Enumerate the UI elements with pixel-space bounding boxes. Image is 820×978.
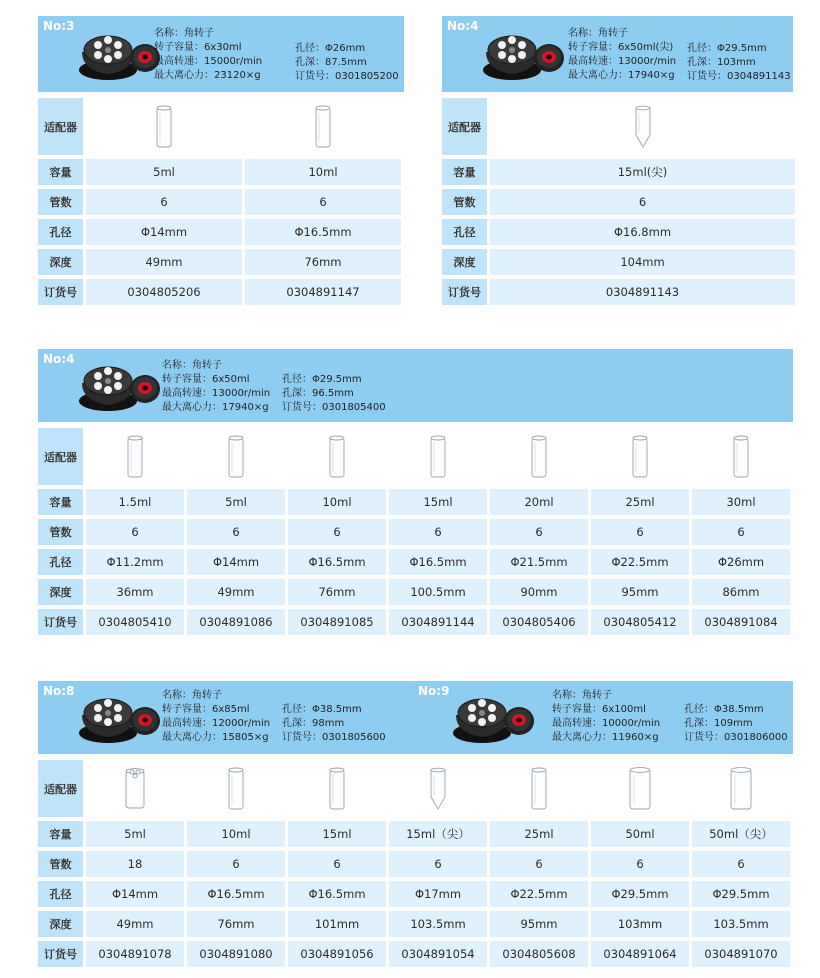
rotor-specs: [162, 359, 270, 415]
spec-line: 订货号：0301805600: [282, 732, 386, 743]
row-label: 深度: [38, 249, 83, 275]
spec-order: 0304805406: [490, 609, 588, 635]
spec-capacity: 30ml: [692, 489, 790, 515]
spec-capacity: 25ml: [490, 821, 588, 847]
spec-line: 订货号：0301805400: [282, 402, 386, 413]
spec-tubes: 6: [591, 851, 689, 877]
spec-depth: 36mm: [86, 579, 184, 605]
tube-icon: [732, 434, 750, 480]
spec-line: 孔径：Φ29.5mm: [687, 43, 767, 54]
row-label: 适配器: [38, 98, 83, 155]
spec-depth: 49mm: [86, 911, 184, 937]
tube-icon: [530, 766, 548, 812]
spec-line: 孔径：Φ38.5mm: [282, 704, 362, 715]
row-label: 容量: [38, 489, 83, 515]
spec-capacity: 15ml（尖）: [389, 821, 487, 847]
spec-bore: Φ22.5mm: [591, 549, 689, 575]
adapter-image: [389, 760, 487, 817]
rotor-header: [38, 16, 404, 92]
rotor-specs: [552, 689, 660, 745]
row-label: 孔径: [442, 219, 487, 245]
adapter-image: [86, 428, 184, 485]
spec-order: 0304891056: [288, 941, 386, 967]
adapter-image: [288, 760, 386, 817]
spec-bore: Φ21.5mm: [490, 549, 588, 575]
spec-tubes: 6: [490, 189, 795, 215]
tube-icon: [530, 434, 548, 480]
spec-bore: Φ16.5mm: [389, 549, 487, 575]
rotor-header: [38, 349, 793, 422]
adapter-image: [86, 760, 184, 817]
spec-line: 名称：角转子: [162, 360, 222, 371]
tube-icon: [155, 104, 173, 150]
rotor-icon: [482, 30, 566, 82]
row-label: 适配器: [38, 760, 83, 817]
spec-line: 最高转速：10000r/min: [552, 718, 661, 729]
spec-tubes: 6: [490, 851, 588, 877]
spec-depth: 76mm: [187, 911, 285, 937]
spec-line: 孔深：103mm: [687, 57, 756, 68]
spec-bore: Φ14mm: [187, 549, 285, 575]
spec-line: 转子容量：6x85ml: [162, 704, 250, 715]
spec-depth: 90mm: [490, 579, 588, 605]
spec-tubes: 18: [86, 851, 184, 877]
tube-icon: [631, 434, 649, 480]
spec-line: 名称：角转子: [154, 28, 214, 39]
rotor-specs-secondary: [295, 42, 399, 84]
adapter-image: [692, 428, 790, 485]
spec-bore: Φ11.2mm: [86, 549, 184, 575]
spec-capacity: 25ml: [591, 489, 689, 515]
spec-line: 孔深：87.5mm: [295, 57, 367, 68]
spec-line: 最高转速：15000r/min: [154, 56, 263, 67]
rotor-number-badge: No:4: [43, 352, 75, 366]
spec-line: 最大离心力：17940×g: [568, 70, 675, 81]
spec-tubes: 6: [288, 519, 386, 545]
row-label: 容量: [38, 821, 83, 847]
row-label: 订货号: [38, 941, 83, 967]
spec-line: 最大离心力：15805×g: [162, 732, 269, 743]
spec-depth: 95mm: [591, 579, 689, 605]
spec-bore: Φ14mm: [86, 219, 242, 245]
spec-depth: 100.5mm: [389, 579, 487, 605]
spec-capacity: 5ml: [86, 821, 184, 847]
spec-line: 孔深：96.5mm: [282, 388, 354, 399]
spec-depth: 103.5mm: [389, 911, 487, 937]
spec-tubes: 6: [288, 851, 386, 877]
spec-order: 0304891054: [389, 941, 487, 967]
spec-depth: 76mm: [288, 579, 386, 605]
tube-icon: [314, 104, 332, 150]
rotor-specs-secondary: [282, 373, 386, 415]
rotor-number-badge: No:9: [418, 684, 450, 698]
spec-order: 0304891086: [187, 609, 285, 635]
adapter-image: [490, 98, 795, 155]
spec-line: 转子容量：6x50ml: [162, 374, 250, 385]
spec-line: 订货号：0301806000: [684, 732, 788, 743]
adapter-image: [245, 98, 401, 155]
rotor-specs-secondary: [282, 703, 386, 745]
spec-capacity: 15ml(尖): [490, 159, 795, 185]
spec-capacity: 10ml: [288, 489, 386, 515]
adapter-image: [591, 760, 689, 817]
spec-line: 孔深：109mm: [684, 718, 753, 729]
rotor-number-badge: No:4: [447, 19, 479, 33]
spec-order: 0304891070: [692, 941, 790, 967]
spec-depth: 49mm: [187, 579, 285, 605]
row-label: 管数: [38, 519, 83, 545]
spec-bore: Φ16.5mm: [245, 219, 401, 245]
row-label: 订货号: [38, 609, 83, 635]
spec-tubes: 6: [187, 851, 285, 877]
rotor-specs-secondary: [687, 42, 791, 84]
spec-tubes: 6: [86, 519, 184, 545]
wide-tube-icon: [729, 766, 753, 812]
spec-order: 0304805608: [490, 941, 588, 967]
spec-depth: 49mm: [86, 249, 242, 275]
row-label: 孔径: [38, 881, 83, 907]
spec-order: 0304891144: [389, 609, 487, 635]
spec-bore: Φ29.5mm: [692, 881, 790, 907]
spec-order: 0304891078: [86, 941, 184, 967]
spec-line: 最高转速：12000r/min: [162, 718, 271, 729]
row-label: 适配器: [442, 98, 487, 155]
spec-line: 最高转速：13000r/min: [162, 388, 271, 399]
multi-tube-adapter-icon: [124, 767, 146, 811]
spec-order: 0304891147: [245, 279, 401, 305]
rotor-icon: [78, 30, 162, 82]
spec-line: 最高转速：13000r/min: [568, 56, 677, 67]
spec-tubes: 6: [86, 189, 242, 215]
spec-tubes: 6: [245, 189, 401, 215]
spec-line: 孔径：Φ38.5mm: [684, 704, 764, 715]
rotor-specs: [568, 27, 676, 83]
rotor-icon: [78, 693, 162, 745]
adapter-image: [187, 760, 285, 817]
spec-line: 名称：角转子: [552, 690, 612, 701]
spec-line: 订货号：0301805200: [295, 71, 399, 82]
spec-line: 订货号：0304891143: [687, 71, 791, 82]
spec-bore: Φ17mm: [389, 881, 487, 907]
spec-line: 名称：角转子: [162, 690, 222, 701]
spec-capacity: 5ml: [187, 489, 285, 515]
rotor-icon: [452, 693, 536, 745]
spec-bore: Φ29.5mm: [591, 881, 689, 907]
spec-bore: Φ16.8mm: [490, 219, 795, 245]
spec-order: 0304891084: [692, 609, 790, 635]
spec-line: 最大离心力：23120×g: [154, 70, 261, 81]
row-label: 管数: [442, 189, 487, 215]
adapter-image: [389, 428, 487, 485]
rotor-header: [38, 681, 793, 754]
spec-capacity: 15ml: [389, 489, 487, 515]
spec-line: 最大离心力：11960×g: [552, 732, 659, 743]
spec-depth: 101mm: [288, 911, 386, 937]
row-label: 深度: [442, 249, 487, 275]
conical-tube-icon: [634, 105, 652, 149]
spec-line: 孔径：Φ29.5mm: [282, 374, 362, 385]
row-label: 订货号: [442, 279, 487, 305]
spec-order: 0304805412: [591, 609, 689, 635]
row-label: 订货号: [38, 279, 83, 305]
adapter-image: [692, 760, 790, 817]
spec-bore: Φ22.5mm: [490, 881, 588, 907]
rotor-specs-secondary: [684, 703, 788, 745]
spec-bore: Φ14mm: [86, 881, 184, 907]
tube-icon: [328, 766, 346, 812]
spec-order: 0304805206: [86, 279, 242, 305]
spec-line: 转子容量：6x30ml: [154, 42, 242, 53]
adapter-image: [490, 428, 588, 485]
tube-icon: [227, 434, 245, 480]
tube-icon: [126, 434, 144, 480]
tube-icon: [429, 434, 447, 480]
rotor-icon: [78, 361, 162, 413]
rotor-specs: [154, 27, 262, 83]
spec-bore: Φ16.5mm: [187, 881, 285, 907]
spec-line: 孔径：Φ26mm: [295, 43, 366, 54]
row-label: 深度: [38, 911, 83, 937]
spec-capacity: 20ml: [490, 489, 588, 515]
spec-tubes: 6: [389, 519, 487, 545]
spec-capacity: 50ml（尖）: [692, 821, 790, 847]
row-label: 管数: [38, 851, 83, 877]
spec-line: 转子容量：6x100ml: [552, 704, 646, 715]
spec-order: 0304891064: [591, 941, 689, 967]
row-label: 适配器: [38, 428, 83, 485]
adapter-image: [86, 98, 242, 155]
spec-tubes: 6: [692, 851, 790, 877]
row-label: 管数: [38, 189, 83, 215]
spec-bore: Φ16.5mm: [288, 881, 386, 907]
tube-icon: [328, 434, 346, 480]
spec-line: 最大离心力：17940×g: [162, 402, 269, 413]
spec-capacity: 1.5ml: [86, 489, 184, 515]
adapter-image: [288, 428, 386, 485]
rotor-number-badge: No:3: [43, 19, 75, 33]
spec-capacity: 10ml: [245, 159, 401, 185]
rotor-header: [442, 16, 793, 92]
spec-capacity: 50ml: [591, 821, 689, 847]
row-label: 孔径: [38, 549, 83, 575]
spec-tubes: 6: [389, 851, 487, 877]
spec-bore: Φ26mm: [692, 549, 790, 575]
adapter-image: [187, 428, 285, 485]
spec-bore: Φ16.5mm: [288, 549, 386, 575]
spec-capacity: 15ml: [288, 821, 386, 847]
spec-order: 0304805410: [86, 609, 184, 635]
spec-line: 名称：角转子: [568, 28, 628, 39]
row-label: 容量: [38, 159, 83, 185]
row-label: 容量: [442, 159, 487, 185]
rotor-number-badge: No:8: [43, 684, 75, 698]
row-label: 孔径: [38, 219, 83, 245]
spec-order: 0304891080: [187, 941, 285, 967]
adapter-image: [490, 760, 588, 817]
spec-order: 0304891143: [490, 279, 795, 305]
conical-tube-icon: [429, 767, 447, 811]
adapter-image: [591, 428, 689, 485]
row-label: 深度: [38, 579, 83, 605]
spec-tubes: 6: [692, 519, 790, 545]
spec-depth: 95mm: [490, 911, 588, 937]
spec-capacity: 10ml: [187, 821, 285, 847]
spec-tubes: 6: [187, 519, 285, 545]
spec-depth: 103mm: [591, 911, 689, 937]
spec-depth: 103.5mm: [692, 911, 790, 937]
spec-order: 0304891085: [288, 609, 386, 635]
spec-line: 转子容量：6x50ml(尖): [568, 42, 674, 53]
spec-depth: 86mm: [692, 579, 790, 605]
wide-tube-icon: [628, 766, 652, 812]
spec-tubes: 6: [591, 519, 689, 545]
spec-depth: 104mm: [490, 249, 795, 275]
spec-tubes: 6: [490, 519, 588, 545]
tube-icon: [227, 766, 245, 812]
spec-line: 孔深：98mm: [282, 718, 345, 729]
spec-depth: 76mm: [245, 249, 401, 275]
rotor-specs: [162, 689, 270, 745]
spec-capacity: 5ml: [86, 159, 242, 185]
